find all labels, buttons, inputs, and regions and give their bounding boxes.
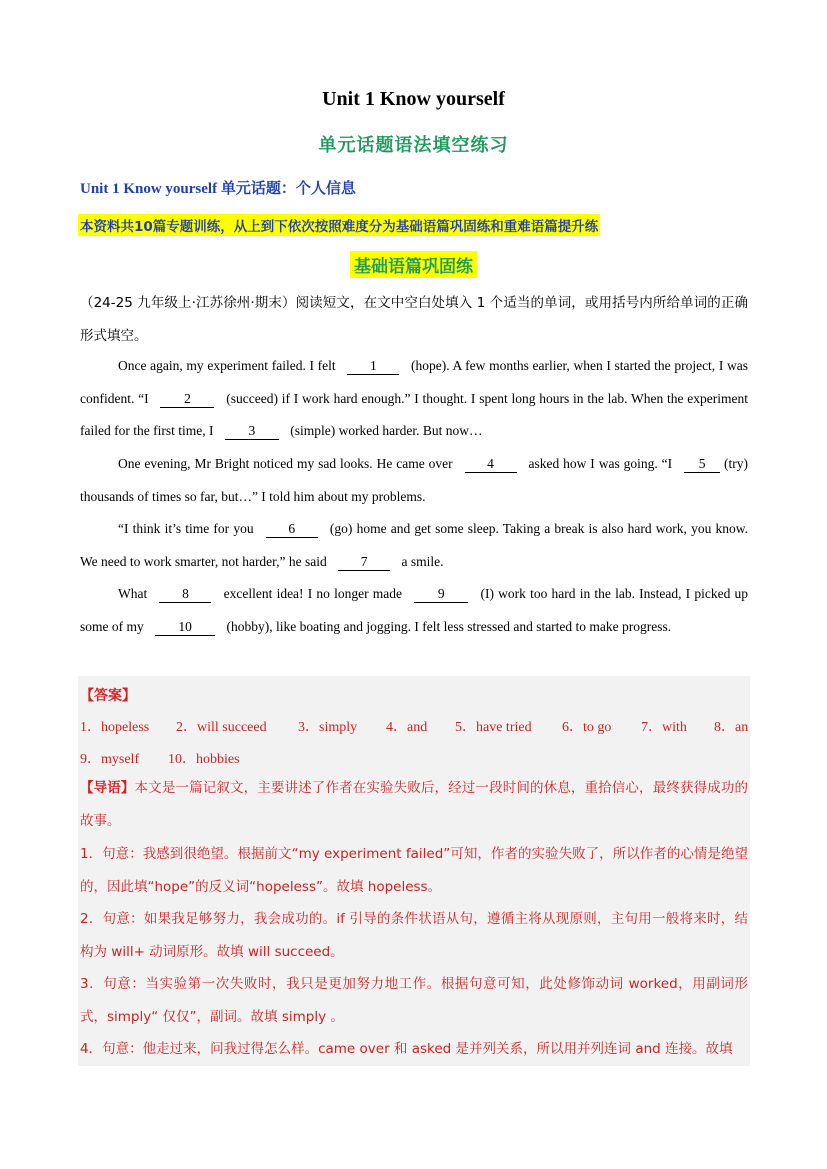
answer-item: 7．with [641, 720, 687, 735]
highlight-notice: 本资料共10篇专题训练，从上到下依次按照难度分为基础语篇巩固练和重难语篇提升练 [78, 214, 600, 236]
answer-item: 5．have tried [455, 720, 532, 735]
blank-2[interactable]: 2 [160, 391, 214, 408]
text: (hobby), like boating and jogging. I felt less stressed and started to make progress. [226, 618, 672, 634]
blank-10[interactable]: 10 [155, 619, 215, 636]
section-heading: 基础语篇巩固练 [350, 251, 477, 278]
text: a smile. [401, 553, 444, 569]
text: (try) thousands of times so far, but…” I told him about my problems. [80, 456, 749, 504]
instructions: （24-25 九年级上·江苏徐州·期末）阅读短文，在文中空白处填入 1 个适当的单词，或用括号内所给单词的正确形式填空。 [80, 295, 748, 344]
answer-item: 9．myself [80, 752, 140, 767]
explanation-1: 1．句意：我感到很绝望。根据前文“my experiment failed”可知，作者的实验失败了，所以作者的心情是绝望的，因此填“hope”的反义词“hopeless”。故填 hopeless。 [80, 846, 748, 895]
answer-item: 8．an [714, 720, 749, 735]
text: What [118, 586, 148, 601]
blank-4[interactable]: 4 [465, 456, 517, 473]
explanation-4: 4．句意：他走过来，问我过得怎么样。came over 和 asked 是并列关系，所以用并列连词 and 连接。故填 [80, 1041, 733, 1057]
answer-label: 【答案】 [80, 688, 136, 704]
text: (simple) worked harder. But now… [290, 423, 483, 438]
passage-paragraph-1 [80, 350, 748, 448]
text: (go) home and get some sleep. Taking a break is also hard work, you know. We need to work smarter, not harder,” he said [80, 521, 748, 569]
passage-paragraph-4 [80, 578, 748, 643]
passage-paragraph-2 [80, 448, 748, 513]
explanation-3: 3．句意：当实验第一次失败时，我只是更加努力地工作。根据句意可知，此处修饰动词 worked，用副词形式，simply“ 仅仅”，副词。故填 simply 。 [80, 976, 748, 1025]
text: (I) work too hard in the lab. Instead, I picked up some of my [80, 586, 749, 634]
guide-label: 【导语】 [80, 780, 135, 796]
text: (succeed) if I work hard enough.” I thought. I spent long hours in the lab. When the experiment failed for the first time, I [80, 390, 749, 438]
answer-item: 4．and [386, 720, 428, 735]
document-subtitle: 单元话题语法填空练习 [318, 135, 509, 156]
text: (hope). A few months earlier, when I started the project, I was confident. “I [80, 358, 748, 406]
blank-5[interactable]: 5 [684, 456, 720, 473]
text: Once again, my experiment failed. I felt [118, 358, 336, 373]
answer-item: 3．simply [298, 720, 358, 735]
answer-section [78, 676, 750, 1066]
answer-item: 1．hopeless [80, 720, 150, 735]
text: One evening, Mr Bright noticed my sad looks. He came over [118, 456, 453, 471]
answer-row-1 [78, 716, 750, 736]
blank-7[interactable]: 7 [338, 554, 390, 571]
blank-9[interactable]: 9 [414, 586, 468, 603]
text: asked how I was going. “I [528, 456, 673, 471]
unit-topic: Unit 1 Know yourself 单元话题：个人信息 [80, 181, 356, 197]
answer-item: 6．to go [562, 720, 612, 735]
answer-item: 10．hobbies [168, 752, 240, 767]
guide-text: 本文是一篇记叙文，主要讲述了作者在实验失败后，经过一段时间的休息，重拾信心，最终获得成功的故事。 [80, 780, 749, 829]
explanation-2: 2．句意：如果我足够努力，我会成功的。if 引导的条件状语从句，遵循主将从现原则，主句用一般将来时，结构为 will+ 动词原形。故填 will succeed。 [80, 911, 748, 960]
answer-row-2 [78, 748, 750, 768]
passage-paragraph-3 [80, 513, 748, 578]
blank-6[interactable]: 6 [266, 521, 318, 538]
blank-1[interactable]: 1 [347, 358, 399, 375]
answer-item: 2．will succeed [176, 720, 267, 735]
blank-8[interactable]: 8 [159, 586, 211, 603]
guide-paragraph [80, 772, 748, 837]
text: excellent idea! I no longer made [223, 586, 403, 601]
document-title: Unit 1 Know yourself [322, 88, 505, 110]
section-heading-wrap [0, 251, 827, 278]
text: “I think it’s time for you [118, 521, 254, 536]
blank-3[interactable]: 3 [225, 423, 279, 440]
